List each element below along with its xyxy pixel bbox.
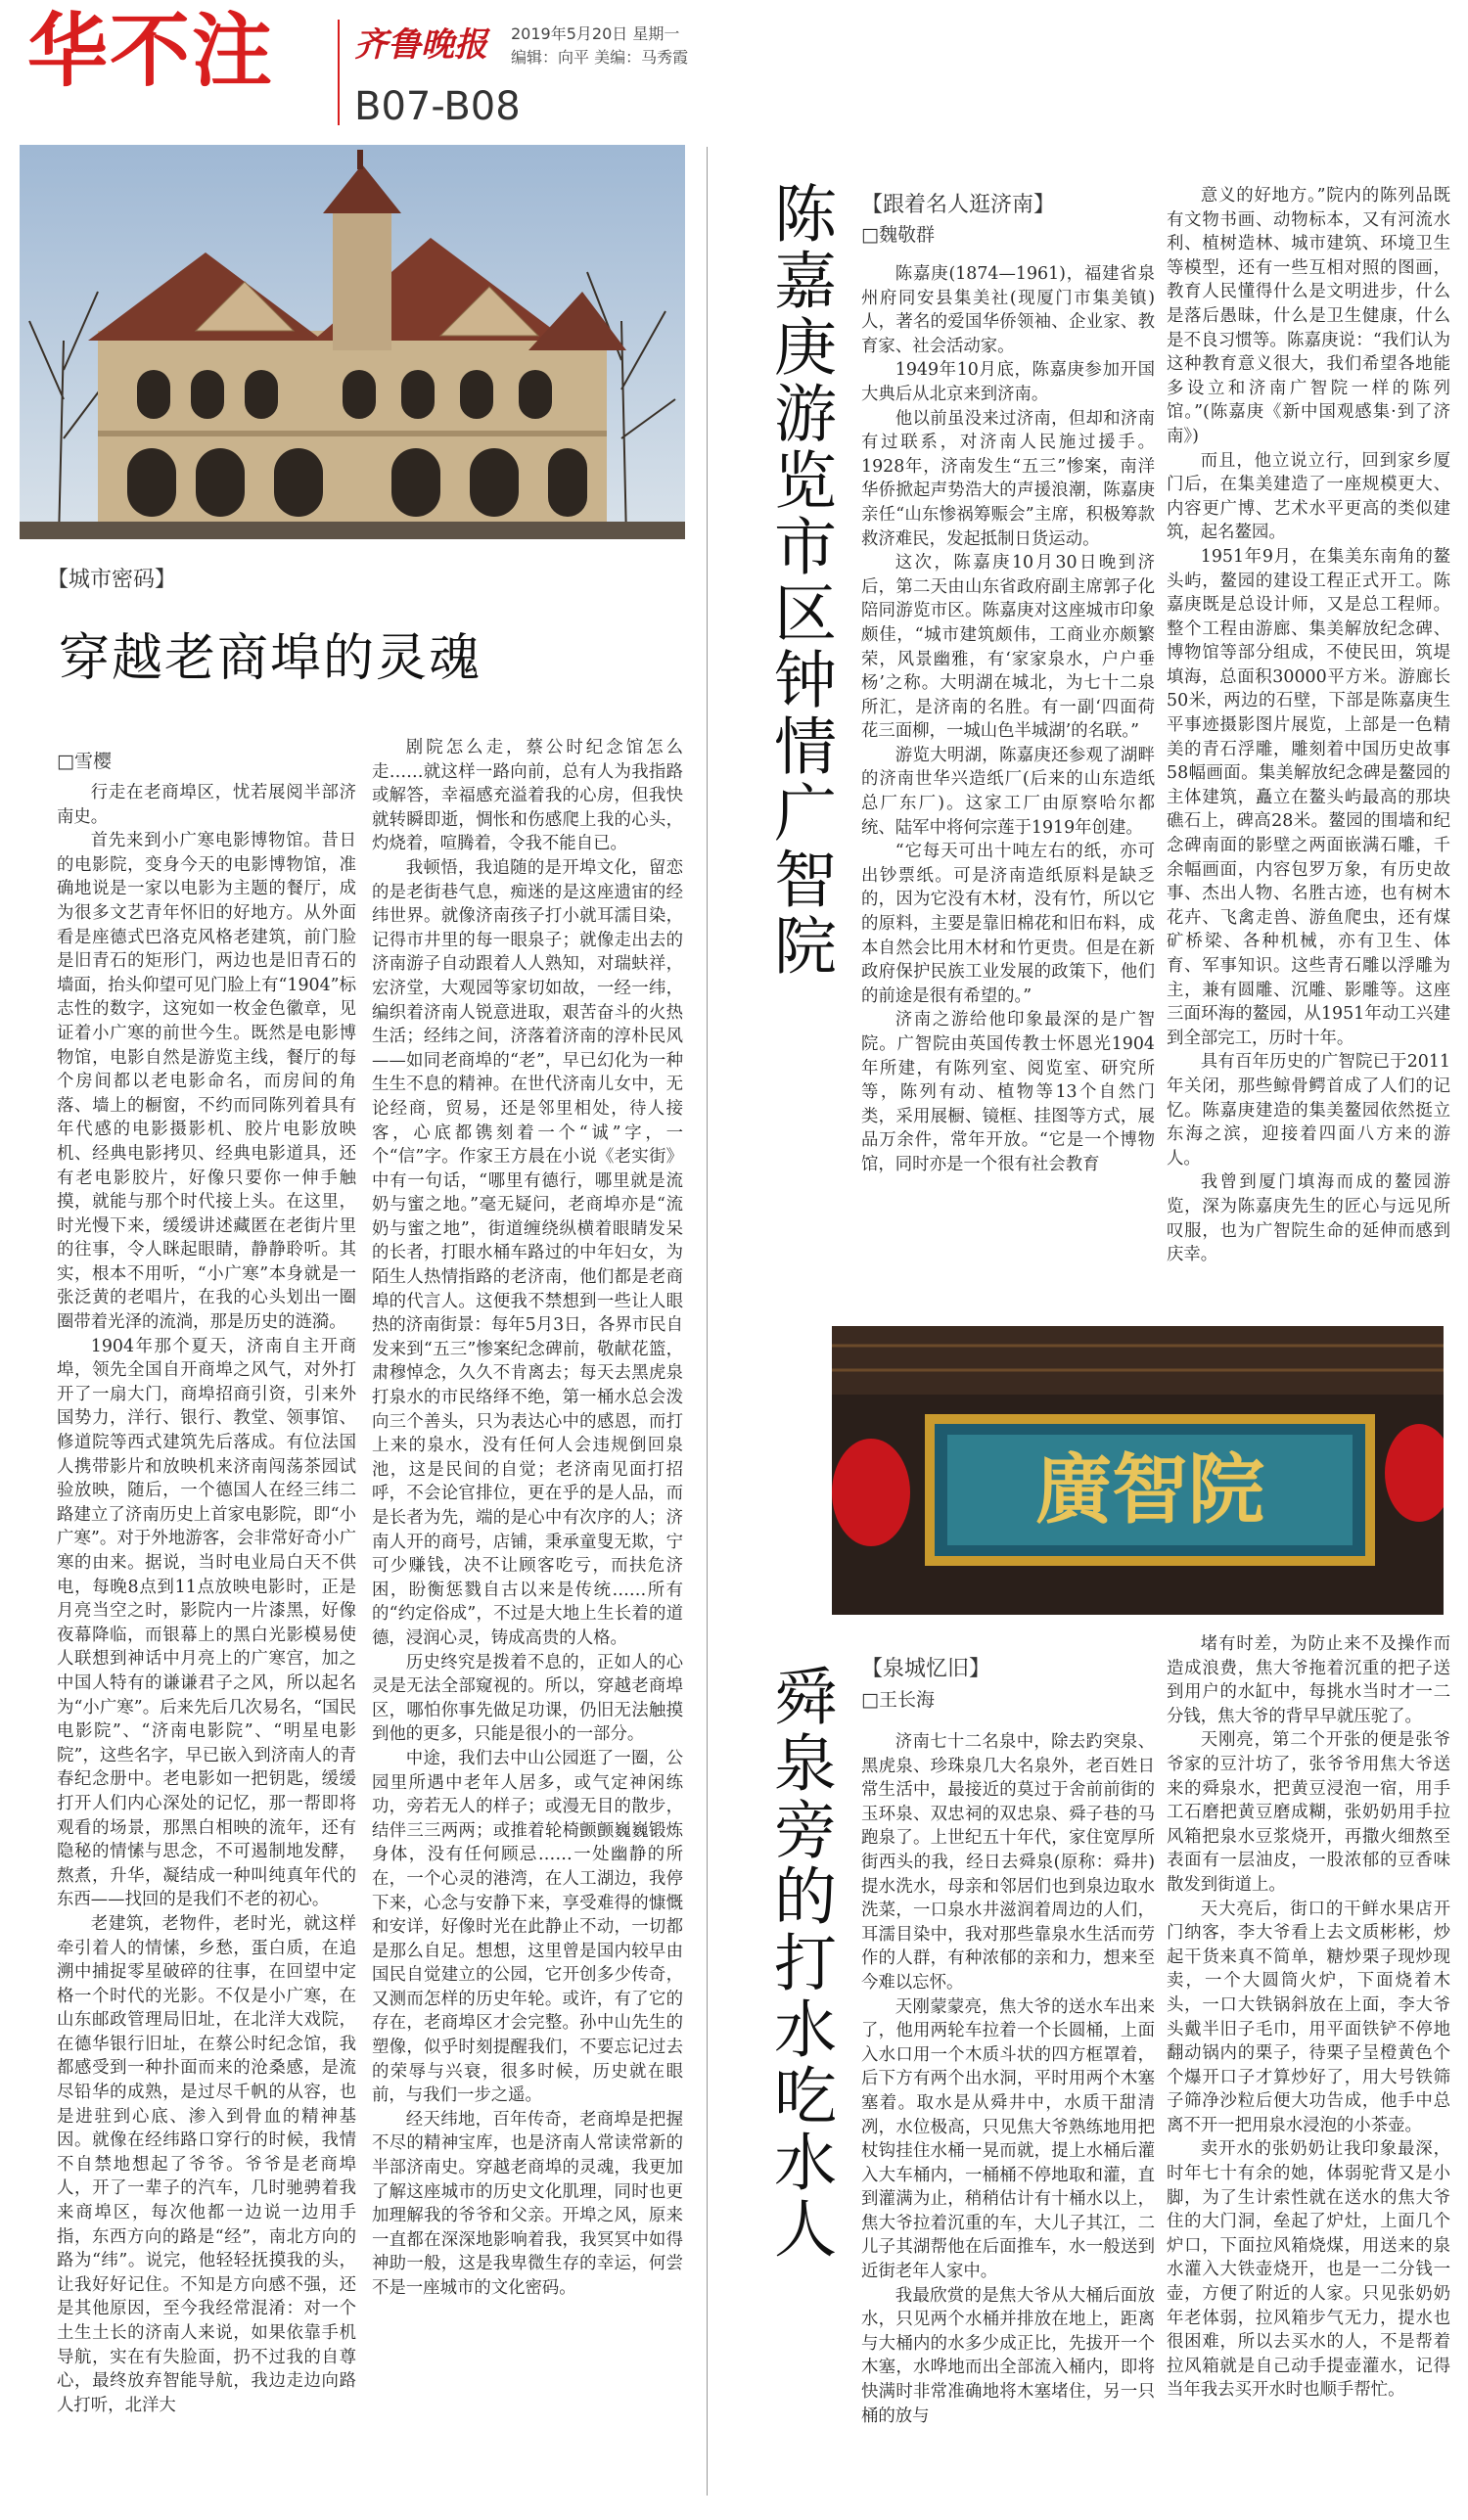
section-title: 华不注	[27, 5, 275, 98]
article1-text-column-2: 剧院怎么走，蔡公时纪念馆怎么走……就这样一路向前，总有人为我指路或解答，幸福感充溢着我的心房，但我快就转瞬即逝，惆怅和伤感爬上我的心头，灼烧着，喧腾着，令我不能自已。 我顿悟，我追随的是开埠文化，留恋的是老街巷气息，痴迷的是这座遗宙的经纬世界。就像济南孩子打小就耳濡目染，记得市井里的每一眼泉子；就像走出去的济南游子自动跟着人人熟知，对瑞蚨祥，宏济堂，大观园等家切如故，一经一纬，编织着济南人锐意进取，艰苦奋斗的火热生活；经纬之间，济落着济南的淳朴民风——如同老商埠的“老”，早已幻化为一种生生不息的精神。在世代济南儿女中，无论经商，贸易，还是邻里相处，待人接客，心底都镌刻着一个“诚”字，一个“信”字。作家王方晨在小说《老实街》中有一句话，“哪里有德行，哪里就是流奶与蜜之地。”毫无疑问，老商埠亦是“流奶与蜜之地”，街道缠绕纵横着眼睛发呆的长者，打眼水桶车路过的中年妇女，为陌生人热情指路的老济南，他们都是老商埠的代言人。这便我不禁想到一些让人眼热的济南街景：每年5月3日，各界市民自发来到“五三”惨案纪念碑前，敬献花篮，肃穆悼念，久久不肯离去；每天去黑虎泉打泉水的市民络绎不绝，第一桶水总会泼向三个善头，只为表达心中的感恩，而打上来的泉水，没有任何人会违规倒回泉池，这是民间的自觉；老济南见面打招呼，不会论官排位，更在乎的是人品，而是长者为先，端的是心中有次序的人；济南人开的商号，店铺，秉承童叟无欺，宁可少赚钱，决不让顾客吃亏，而扶危济困，盼衡惩戮自古以来是传统……所有的“约定俗成”，不过是大地上生长着的道德，浸润心灵，铸成高贵的人格。 历史终究是拨着不息的，正如人的心灵是无法全部窥视的。所以，穿越老商埠区，哪怕你事先做足功课，仍旧无法触摸到他的更多，只能是很小的一部分。 中途，我们去中山公园逛了一圈，公园里所遇中老年人居多，或气定神闲练功，旁若无人的样子；或漫无目的散步，结伴三三两两；或推着轮椅颤颤巍巍锻炼身体，没有任何顾忌……一处幽静的所在，一个心灵的港湾，在人工湖边，我停下来，心念与安静下来，享受难得的慷慨和安详，好像时光在此静止不动，一切都是那么自足。想想，这里曾是国内较早由国民自觉建立的公园，它开创多少传奇，又测而怎样的历史年轮。或许，有了它的存在，老商埠区才会完整。孙中山先生的塑像，似乎时刻提醒我们，不要忘记过去的荣辱与兴衰，很多时候，历史就在眼前，与我们一步之遥。 经天纬地，百年传奇，老商埠是把握不尽的精神宝库，也是济南人常读常新的半部济南史。穿越老商埠的灵魂，我更加了解这座城市的历史文化肌理，同时也更加理解我的爷爷和父亲。开埠之风，原来一直都在深深地影响着我，我冥冥中如得神助一般，这是我卑微生存的幸运，何尝不是一座城市的文化密码。	[372, 738, 683, 2298]
plaque-text: 廣智院	[1034, 1445, 1265, 1535]
article1-column-tag: 【城市密码】	[47, 568, 177, 592]
article1-byline: □雪樱	[57, 751, 112, 772]
page-range: B07-B08	[354, 84, 521, 129]
article2-headline: 陈嘉庚游览市区钟情广智院	[763, 181, 836, 980]
article3-byline: □王长海	[861, 1689, 935, 1711]
guangzhiyuan-plaque-photo	[832, 1326, 1444, 1615]
column-divider	[707, 147, 708, 2496]
old-commercial-district-building-photo	[20, 145, 685, 539]
article2-text-column-1: 陈嘉庚(1874—1961)，福建省泉州府同安县集美社(现厦门市集美镇)人，著名的爱国华侨领袖、企业家、教育家、社会活动家。 1949年10月底，陈嘉庚参加开国大典后从北京来到济南。 他以前虽没来过济南，但却和济南有过联系，对济南人民施过援手。1928年，济南发生“五三”惨案，南洋华侨掀起声势浩大的声援浪潮，陈嘉庚亲任“山东惨祸筹赈会”主席，积极筹款救济难民，发起抵制日货运动。 这次，陈嘉庚10月30日晚到济后，第二天由山东省政府副主席郭子化陪同游览市区。陈嘉庚对这座城市印象颇佳，“城市建筑颇伟，工商业亦颇繁荣，风景幽雅，有‘家家泉水，户户垂杨’之称。大明湖在城北，为七十二泉所汇，是济南的名胜。有一副‘四面荷花三面柳，一城山色半城湖’的名联。” 游览大明湖，陈嘉庚还参观了湖畔的济南世华兴造纸厂(后来的山东造纸总厂东厂)。这家工厂由原察哈尔都统、陆军中将何宗莲于1919年创建。 “它每天可出十吨左右的纸，亦可出钞票纸。可是济南造纸原料是缺乏的，因为它没有木材，没有竹，所以它的原料，主要是靠旧棉花和旧布料，成本自然会比用木材和竹更贵。但是在新政府保护民族工业发展的政策下，他们的前途是很有希望的。” 济南之游给他印象最深的是广智院。广智院由英国传教士怀恩光1904年所建，有陈列室、阅览室、研究所等，陈列有动、植物等13个自然门类，采用展橱、镜框、挂图等方式，展品万余件，常年开放。“它是一个博物馆，同时亦是一个很有社会教育	[861, 264, 1155, 1174]
article1-text-column-1: 行走在老商埠区，忧若展阅半部济南史。 首先来到小广寒电影博物馆。昔日的电影院，变身今天的电影博物馆，准确地说是一家以电影为主题的餐厅，成为很多文艺青年怀旧的好地方。从外面看是座德式巴洛克风格老建筑，前门脸是旧青石的矩形门，两边也是旧青石的墙面，抬头仰望可见门脸上有“1904”标志性的数字，这宛如一枚金色徽章，见证着小广寒的前世今生。既然是电影博物馆，电影自然是游览主线，餐厅的每个房间都以老电影命名，而房间的角落、墙上的橱窗，不约而同陈列着具有年代感的电影摄影机、胶片电影放映机、经典电影拷贝、经典电影道具，还有老电影胶片，好像只要你一伸手触摸，就能与那个时代接上头。在这里，时光慢下来，缓缓讲述藏匿在老街片里的往事，令人眯起眼睛，静静聆听。其实，根本不用听，“小广寒”本身就是一张泛黄的老唱片，在我的心头划出一圈圈带着光泽的流淌，那是历史的涟漪。 1904年那个夏天，济南自主开商埠，领先全国自开商埠之风气，对外打开了一扇大门，商埠招商引资，引来外国势力，洋行、银行、教堂、领事馆、修道院等西式建筑先后落成。有位法国人携带影片和放映机来济南闯荡茶园试验放映，随后，一个德国人在经三纬二路建立了济南历史上首家电影院，即“小广寒”。对于外地游客，会非常好奇小广寒的由来。据说，当时电业局白天不供电，每晚8点到11点放映电影时，正是月亮当空之时，影院内一片漆黑，好像夜幕降临，而银幕上的黑白光影模易使人联想到神话中月亮上的广寒宫，加之中国人特有的谦谦君子之风，所以起名为“小广寒”。后来先后几次易名，“国民电影院”、“济南电影院”、“明星电影院”，这些名字，早已嵌入到济南人的青春纪念册中。老电影如一把钥匙，缓缓打开人们内心深处的记忆，那一帮即将观看的场景，那黑白相映的流年，还有隐秘的情愫与思念，不可遏制地发酵，熬煮，升华，凝结成一种叫纯真年代的东西——找回的是我们不老的初心。 老建筑，老物件，老时光，就这样牵引着人的情愫，乡愁，蛋白质，在追溯中捕捉零星破碎的往事，在回望中定格一个时代的光影。不仅是小广寒，在山东邮政管理局旧址，在北洋大戏院，在德华银行旧址，在蔡公时纪念馆，我都感受到一种扑面而来的沧桑感，是流尽铅华的成熟，是过尽千帆的从容，也是进驻到心底、渗入到骨血的精神基因。就像在经纬路口穿行的时候，我情不自禁地想起了爷爷。爷爷是老商埠人，开了一辈子的汽车，几时驰骋着我来商埠区，每次他都一边说一边用手指，东西方向的路是“经”，南北方向的路为“纬”。说完，他轻轻抚摸我的头，让我好好记住。不知是方向感不强，还是其他原因，至今我经常混淆：对一个土生土长的济南人来说，如果依靠手机导航，实在有失脸面，扔不过我的自尊心，最终放弃智能导航，我边走边向路人打听，北洋大	[57, 783, 356, 2415]
article3-text-column-2: 堵有时差，为防止来不及操作而造成浪费，焦大爷拖着沉重的把子送到用户的水缸中，每挑水当时才一二分钱，焦大爷的背早早就压驼了。 天刚亮，第二个开张的便是张爷爷家的豆汁坊了，张爷爷用焦大爷送来的舜泉水，把黄豆浸泡一宿，用手工石磨把黄豆磨成糊，张奶奶用手拉风箱把泉水豆浆烧开，再撒火细熬至表面有一层油皮，一股浓郁的豆香味散发到街道上。 天大亮后，街口的干鲜水果店开门纳客，李大爷看上去文质彬彬，炒起干货来真不简单，糖炒栗子现炒现卖，一个大圆筒火炉，下面烧着木头，一口大铁锅斜放在上面，李大爷头戴半旧子毛巾，用平面铁铲不停地翻动锅内的栗子，待栗子呈橙黄色个个爆开口子才算炒好了，用大号铁筛子筛净沙粒后便大功告成，他手中总离不开一把用泉水浸泡的小茶壶。 卖开水的张奶奶让我印象最深，时年七十有余的她，体弱驼背又是小脚，为了生计索性就在送水的焦大爷住的大门洞，垒起了炉灶，上面几个炉口，下面拉风箱烧煤，用送来的泉水灌入大铁壶烧开，也是一二分钱一壶，方便了附近的人家。只见张奶奶年老体弱，拉风箱步气无力，提水也很困难，所以去买水的人，不是帮着拉风箱就是自己动手提壶灌水，记得当年我去买开水时也顺手帮忙。	[1167, 1634, 1450, 2401]
issue-date: 2019年5月20日 星期一	[511, 24, 680, 43]
article2-text-column-2: 意义的好地方。”院内的陈列品既有文物书画、动物标本，又有河流水利、植树造林、城市建筑、环境卫生等模型，还有一些互相对照的图画，教育人民懂得什么是文明进步，什么是落后愚昧，什么是卫生健康，什么是不良习惯等。陈嘉庚说：“我们认为这种教育意义很大，我们希望各地能多设立和济南广智院一样的陈列馆。”(陈嘉庚《新中国观感集·到了济南》) 而且，他立说立行，回到家乡厦门后，在集美建造了一座规模更大、内容更广博、艺术水平更高的类似建筑，起名鳌园。 1951年9月，在集美东南角的鳌头屿，鳌园的建设工程正式开工。陈嘉庚既是总设计师，又是总工程师。整个工程由游廊、集美解放纪念碑、博物馆等部分组成，不使民田，筑堤填海，总面积30000平方米。游廊长50米，两边的石壁，下部是陈嘉庚生平事迹摄影图片展览，上部是一色精美的青石浮雕，雕刻着中国历史故事58幅画面。集美解放纪念碑是鳌园的主体建筑，矗立在鳌头屿最高的那块礁石上，碑高28米。鳌园的围墙和纪念碑南面的影壁之两面嵌满石雕，千余幅画面，内容包罗万象，有历史故事、杰出人物、名胜古迹，也有树木花卉、飞禽走兽、游鱼爬虫，还有煤矿桥梁、各种机械，亦有卫生、体育、军事知识。这些青石雕以浮雕为主，兼有圆雕、沉雕、影雕等。这座三面环海的鳌园，从1951年动工兴建到全部完工，历时十年。 具有百年历史的广智院已于2011年关闭，那些鲸骨鳄首成了人们的记忆。陈嘉庚建造的集美鳌园依然挺立东海之滨，迎接着四面八方来的游人。 我曾到厦门填海而成的鳌园游览，深为陈嘉庚先生的匠心与远见所叹服，也为广智院生命的延伸而感到庆幸。	[1167, 186, 1450, 1265]
editor-credits: 编辑：向平 美编：马秀霞	[511, 48, 689, 67]
article2-byline: □魏敬群	[861, 224, 935, 246]
article3-column-tag: 【泉城忆旧】	[861, 1657, 991, 1681]
article2-column-tag: 【跟着名人逛济南】	[861, 193, 1056, 217]
masthead-divider	[338, 20, 340, 125]
article3-text-column-1: 济南七十二名泉中，除去趵突泉、黑虎泉、珍珠泉几大名泉外，老百姓日常生活中，最接近的莫过于舍前前街的玉环泉、双忠祠的双忠泉、舜子巷的马跑泉了。上世纪五十年代，家住宽厚所街西头的我，经日去舜泉(原称：舜井)提水洗水，母亲和邻居们也到泉边取水洗菜，一口泉水井滋润着周边的人们，耳濡目染中，我对那些靠泉水生活而劳作的人群，有种浓郁的亲和力，想来至今难以忘怀。 天刚蒙蒙亮，焦大爷的送水车出来了，他用两轮车拉着一个长圆桶，上面入水口用一个木质斗状的四方框罩着，后下方有两个出水洞，平时用两个木塞塞着。取水是从舜井中，水质干甜清冽，水位极高，只见焦大爷熟练地用把杖钩挂住水桶一晃而就，提上水桶后灌入大车桶内，一桶桶不停地取和灌，直到灌满为止，稍稍估计有十桶水以上，焦大爷拉着沉重的车，大儿子其江，二儿子其湖帮他在后面推车，水一般送到近街老年人家中。 我最欣赏的是焦大爷从大桶后面放水，只见两个水桶并排放在地上，距离与大桶内的水多少成正比，先拔开一个木塞，水哗地而出全部流入桶内，即将快满时非常准确地将木塞堵住，另一只桶的放与	[861, 1732, 1155, 2426]
article3-headline: 舜泉旁的打水吃水人	[763, 1664, 836, 2263]
newspaper-logo: 齐鲁晚报	[354, 25, 487, 65]
article1-headline: 穿越老商埠的灵魂	[59, 629, 482, 688]
